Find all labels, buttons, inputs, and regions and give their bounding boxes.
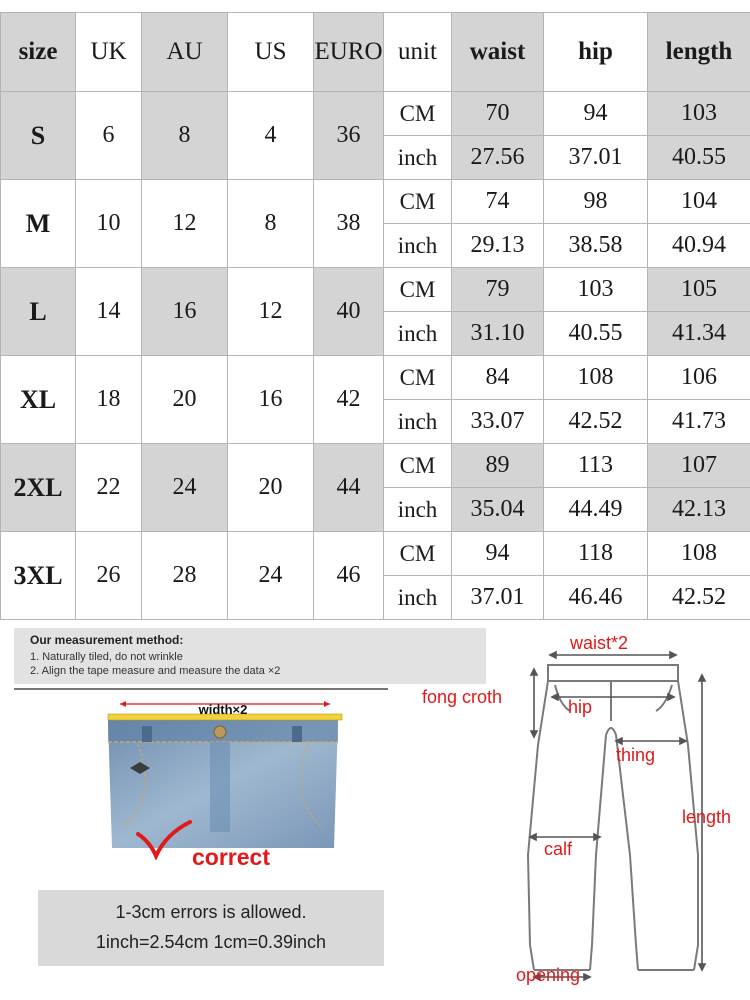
uk-cell: 10	[76, 180, 142, 268]
waist-cell: 84	[452, 356, 544, 400]
unit-cell: CM	[384, 268, 452, 312]
length-cell: 106	[648, 356, 750, 400]
hip-cell: 40.55	[544, 312, 648, 356]
table-row	[1, 92, 750, 136]
us-cell: 24	[228, 532, 314, 620]
opening-label: opening	[516, 965, 581, 985]
header-waist: waist	[452, 13, 544, 92]
size-table	[0, 12, 750, 620]
length-cell: 41.34	[648, 312, 750, 356]
waist-cell: 79	[452, 268, 544, 312]
hip-cell: 108	[544, 356, 648, 400]
waist-cell: 89	[452, 444, 544, 488]
table-row	[1, 268, 750, 312]
au-cell: 20	[142, 356, 228, 444]
method-title: Our measurement method:	[30, 633, 184, 647]
euro-cell: 36	[314, 92, 384, 180]
hip-cell: 94	[544, 92, 648, 136]
au-cell: 28	[142, 532, 228, 620]
header-uk: UK	[76, 13, 142, 92]
euro-cell: 40	[314, 268, 384, 356]
method-divider	[14, 688, 388, 690]
header-au: AU	[142, 13, 228, 92]
unit-cell: inch	[384, 400, 452, 444]
uk-cell: 6	[76, 92, 142, 180]
length-cell: 103	[648, 92, 750, 136]
table-body	[1, 92, 750, 620]
method-step-1: 1. Naturally tiled, do not wrinkle	[30, 651, 183, 663]
waist-cell: 27.56	[452, 136, 544, 180]
size-cell: L	[1, 268, 76, 356]
header-us: US	[228, 13, 314, 92]
header-hip: hip	[544, 13, 648, 92]
length-cell: 105	[648, 268, 750, 312]
table-row	[1, 180, 750, 224]
length-cell: 40.94	[648, 224, 750, 268]
length-cell: 42.52	[648, 576, 750, 620]
size-cell: 2XL	[1, 444, 76, 532]
euro-cell: 38	[314, 180, 384, 268]
unit-cell: inch	[384, 488, 452, 532]
unit-cell: CM	[384, 532, 452, 576]
correct-label: correct	[192, 844, 270, 870]
check-mark-icon	[136, 820, 192, 860]
us-cell: 12	[228, 268, 314, 356]
hip-label: hip	[568, 697, 593, 717]
length-cell: 107	[648, 444, 750, 488]
hip-cell: 38.58	[544, 224, 648, 268]
us-cell: 20	[228, 444, 314, 532]
euro-cell: 44	[314, 444, 384, 532]
table-row	[1, 356, 750, 400]
waist-cell: 37.01	[452, 576, 544, 620]
header-size: size	[1, 13, 76, 92]
unit-cell: inch	[384, 224, 452, 268]
length-cell: 41.73	[648, 400, 750, 444]
uk-cell: 22	[76, 444, 142, 532]
uk-cell: 18	[76, 356, 142, 444]
euro-cell: 46	[314, 532, 384, 620]
unit-cell: CM	[384, 444, 452, 488]
width-label: width×2	[198, 702, 248, 717]
waist-label: waist*2	[570, 633, 629, 653]
uk-cell: 26	[76, 532, 142, 620]
thing-label: thing	[616, 745, 656, 765]
euro-cell: 42	[314, 356, 384, 444]
fong-croth-label: fong croth	[422, 687, 503, 707]
waist-cell: 31.10	[452, 312, 544, 356]
waist-cell: 29.13	[452, 224, 544, 268]
header-unit: unit	[384, 13, 452, 92]
uk-cell: 14	[76, 268, 142, 356]
au-cell: 24	[142, 444, 228, 532]
method-step-2: 2. Align the tape measure and measure the data ×2	[30, 665, 281, 677]
hip-cell: 98	[544, 180, 648, 224]
unit-conversion-text: 1inch=2.54cm 1cm=0.39inch	[95, 932, 327, 952]
hip-cell: 44.49	[544, 488, 648, 532]
calf-label: calf	[544, 839, 573, 859]
us-cell: 8	[228, 180, 314, 268]
hip-cell: 46.46	[544, 576, 648, 620]
size-cell: S	[1, 92, 76, 180]
hip-cell: 103	[544, 268, 648, 312]
table-row	[1, 444, 750, 488]
length-label: length	[682, 807, 732, 827]
unit-cell: CM	[384, 92, 452, 136]
au-cell: 16	[142, 268, 228, 356]
table-header-row	[1, 13, 750, 92]
size-cell: M	[1, 180, 76, 268]
error-tolerance-text: 1-3cm errors is allowed.	[115, 902, 307, 922]
us-cell: 4	[228, 92, 314, 180]
waist-cell: 70	[452, 92, 544, 136]
size-cell: 3XL	[1, 532, 76, 620]
unit-cell: inch	[384, 136, 452, 180]
length-cell: 108	[648, 532, 750, 576]
hip-cell: 118	[544, 532, 648, 576]
waist-cell: 33.07	[452, 400, 544, 444]
error-tolerance-box	[38, 890, 384, 966]
au-cell: 12	[142, 180, 228, 268]
waist-cell: 74	[452, 180, 544, 224]
waist-cell: 94	[452, 532, 544, 576]
pants-measurement-diagram	[410, 625, 750, 1000]
au-cell: 8	[142, 92, 228, 180]
header-length: length	[648, 13, 750, 92]
table-row	[1, 532, 750, 576]
unit-cell: CM	[384, 180, 452, 224]
unit-cell: inch	[384, 312, 452, 356]
length-cell: 104	[648, 180, 750, 224]
hip-cell: 113	[544, 444, 648, 488]
size-cell: XL	[1, 356, 76, 444]
length-cell: 42.13	[648, 488, 750, 532]
us-cell: 16	[228, 356, 314, 444]
waist-cell: 35.04	[452, 488, 544, 532]
hip-cell: 37.01	[544, 136, 648, 180]
unit-cell: inch	[384, 576, 452, 620]
hip-cell: 42.52	[544, 400, 648, 444]
unit-cell: CM	[384, 356, 452, 400]
header-euro: EURO	[314, 13, 384, 92]
length-cell: 40.55	[648, 136, 750, 180]
